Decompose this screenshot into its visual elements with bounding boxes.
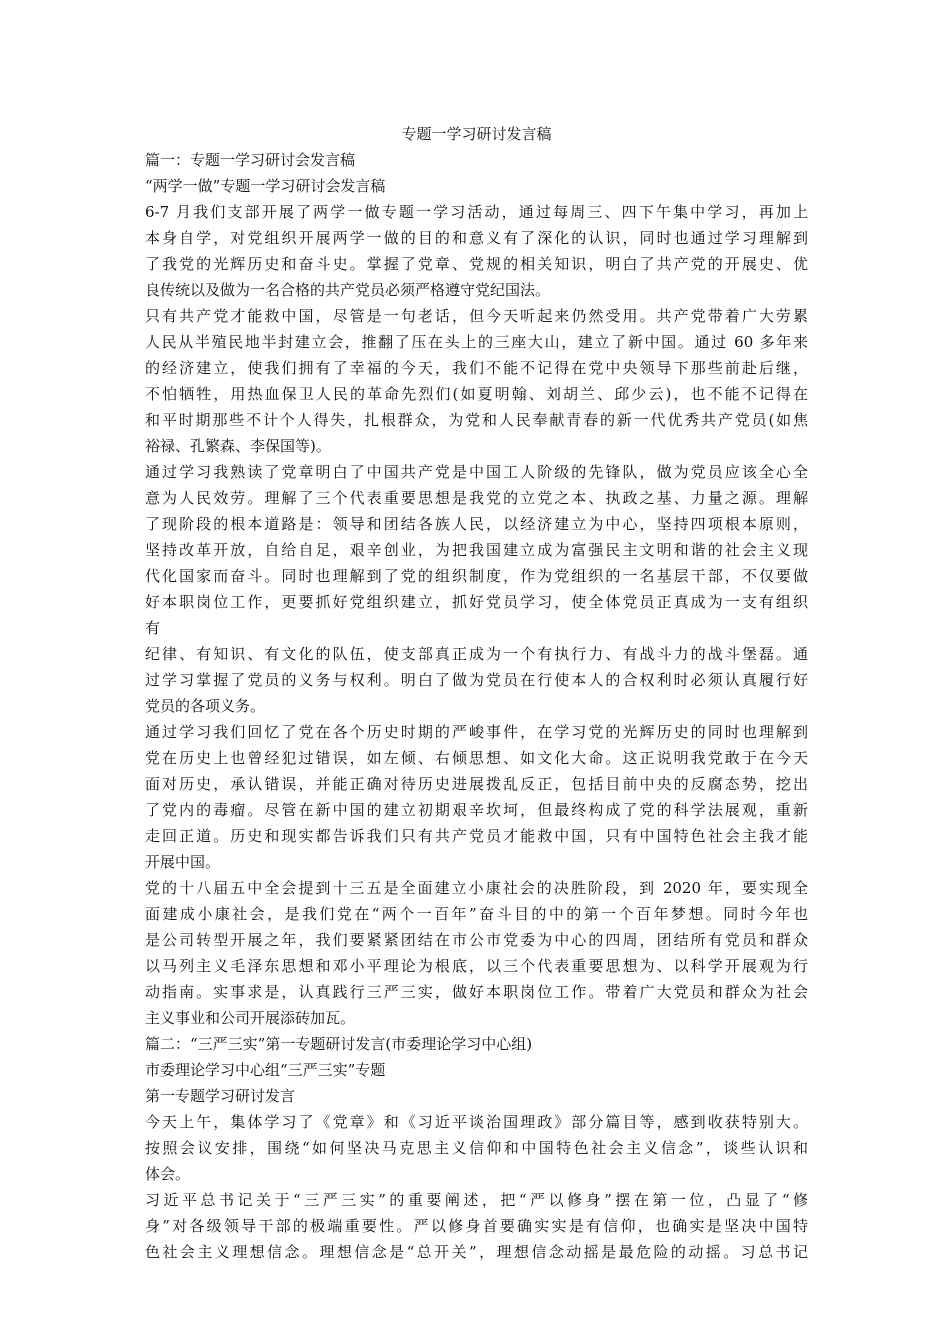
text-line: 党在历史上也曾经犯过错误，如左倾、右倾思想、如文化大命。这正说明我党敢于在今天 [145, 749, 808, 767]
text-line: 篇一：专题一学习研讨会发言稿 [145, 151, 356, 169]
text-line: 习近平总书记关于“三严三实”的重要阐述，把“严以修身”摆在第一位，凸显了“修 [145, 1191, 808, 1209]
text-line: 今天上午，集体学习了《党章》和《习近平谈治国理政》部分篇目等，感到收获特别大。 [145, 1113, 808, 1131]
text-line: 篇二：“三严三实”第一专题研讨发言(市委理论学习中心组) [145, 1035, 533, 1053]
document-title: 专题一学习研讨发言稿 [401, 125, 552, 143]
text-line: 纪律、有知识、有文化的队伍，使支部真正成为一个有执行力、有战斗力的战斗堡磊。通 [145, 645, 808, 663]
text-line: 按照会议安排，围绕“如何坚决马克思主义信仰和中国特色社会主义信念”，谈些认识和 [145, 1139, 808, 1157]
text-line: 通过学习我们回忆了党在各个历史时期的严峻事件，在学习党的光辉历史的同时也理解到 [145, 723, 808, 741]
text-line: 市委理论学习中心组“三严三实”专题 [145, 1061, 386, 1079]
text-line: 党员的各项义务。 [145, 697, 266, 715]
text-line: 6-7 月我们支部开展了两学一做专题一学习活动，通过每周三、四下午集中学习，再加上 [145, 203, 808, 221]
document-body [145, 147, 808, 1265]
text-line: 本身自学，对党组织开展两学一做的目的和意义有了深化的认识，同时也通过学习理解到 [145, 229, 808, 247]
text-line: 不怕牺牲，用热血保卫人民的革命先烈们(如夏明翰、刘胡兰、邱少云)，也不能不记得在 [145, 385, 808, 403]
text-line: 了我党的光辉历史和奋斗史。掌握了党章、党规的相关知识，明白了共产党的开展史、优 [145, 255, 808, 273]
text-line: 是公司转型开展之年，我们要紧紧团结在市公市党委为中心的四周，团结所有党员和群众 [145, 931, 808, 949]
text-line: 第一专题学习研讨发言 [145, 1087, 296, 1105]
text-line: 走回正道。历史和现实都告诉我们只有共产党员才能救中国，只有中国特色社会主我才能 [145, 827, 808, 845]
text-line: 意为人民效劳。理解了三个代表重要思想是我党的立党之本、执政之基、力量之源。理解 [145, 489, 808, 507]
text-line: 体会。 [145, 1165, 191, 1183]
text-line: 以马列主义毛泽东思想和邓小平理论为根底，以三个代表重要思想为、以科学开展观为行 [145, 957, 808, 975]
text-line: 过学习掌握了党员的义务与权利。明白了做为党员在行使本人的合权利时必须认真履行好 [145, 671, 808, 689]
text-line: 了党内的毒瘤。尽管在新中国的建立初期艰辛坎坷，但最终构成了党的科学法展观，重新 [145, 801, 808, 819]
text-line: 色社会主义理想信念。理想信念是“总开关”，理想信念动摇是最危险的动摇。习总书记 [145, 1243, 808, 1261]
text-line: 只有共产党才能救中国，尽管是一句老话，但今天听起来仍然受用。共产党带着广大劳累 [145, 307, 808, 325]
text-line: 好本职岗位工作，更要抓好党组织建立，抓好党员学习，使全体党员正真成为一支有组织 [145, 593, 808, 611]
text-line: 通过学习我熟读了党章明白了中国共产党是中国工人阶级的先锋队，做为党员应该全心全 [145, 463, 808, 481]
text-line: 裕禄、孔繁森、李保国等)。 [145, 437, 331, 455]
text-line: 动指南。实事求是，认真践行三严三实，做好本职岗位工作。带着广大党员和群众为社会 [145, 983, 808, 1001]
text-line: 代化国家而奋斗。同时也理解到了党的组织制度，作为党组织的一名基层干部，不仅要做 [145, 567, 808, 585]
document-page [145, 121, 808, 1265]
text-line: 和平时期那些不计个人得失，扎根群众，为党和人民奉献青春的新一代优秀共产党员(如焦 [145, 411, 808, 429]
text-line: 开展中国。 [145, 853, 221, 871]
text-line: 面建成小康社会，是我们党在“两个一百年”奋斗目的中的第一个百年梦想。同时今年也 [145, 905, 808, 923]
text-line: “两学一做”专题一学习研讨会发言稿 [145, 177, 386, 195]
text-line: 主义事业和公司开展添砖加瓦。 [145, 1009, 356, 1027]
text-line: 面对历史，承认错误，并能正确对待历史进展拨乱反正，包括目前中央的反腐态势，挖出 [145, 775, 808, 793]
text-line: 人民从半殖民地半封建立会，推翻了压在头上的三座大山，建立了新中国。通过 60 多年来 [145, 333, 808, 351]
text-line: 良传统以及做为一名合格的共产党员必须严格遵守党纪国法。 [145, 281, 551, 299]
text-line: 党的十八届五中全会提到十三五是全面建立小康社会的决胜阶段，到 2020 年，要实现全 [145, 879, 808, 897]
text-line: 的经济建立，使我们拥有了幸福的今天，我们不能不记得在党中央领导下那些前赴后继， [145, 359, 808, 377]
text-line: 坚持改革开放，自给自足，艰辛创业，为把我国建立成为富强民主文明和谐的社会主义现 [145, 541, 808, 559]
text-line: 了现阶段的根本道路是：领导和团结各族人民，以经济建立为中心，坚持四项根本原则， [145, 515, 808, 533]
text-line: 有 [145, 619, 161, 637]
text-line: 身”对各级领导干部的极端重要性。严以修身首要确实实是有信仰，也确实是坚决中国特 [145, 1217, 808, 1235]
